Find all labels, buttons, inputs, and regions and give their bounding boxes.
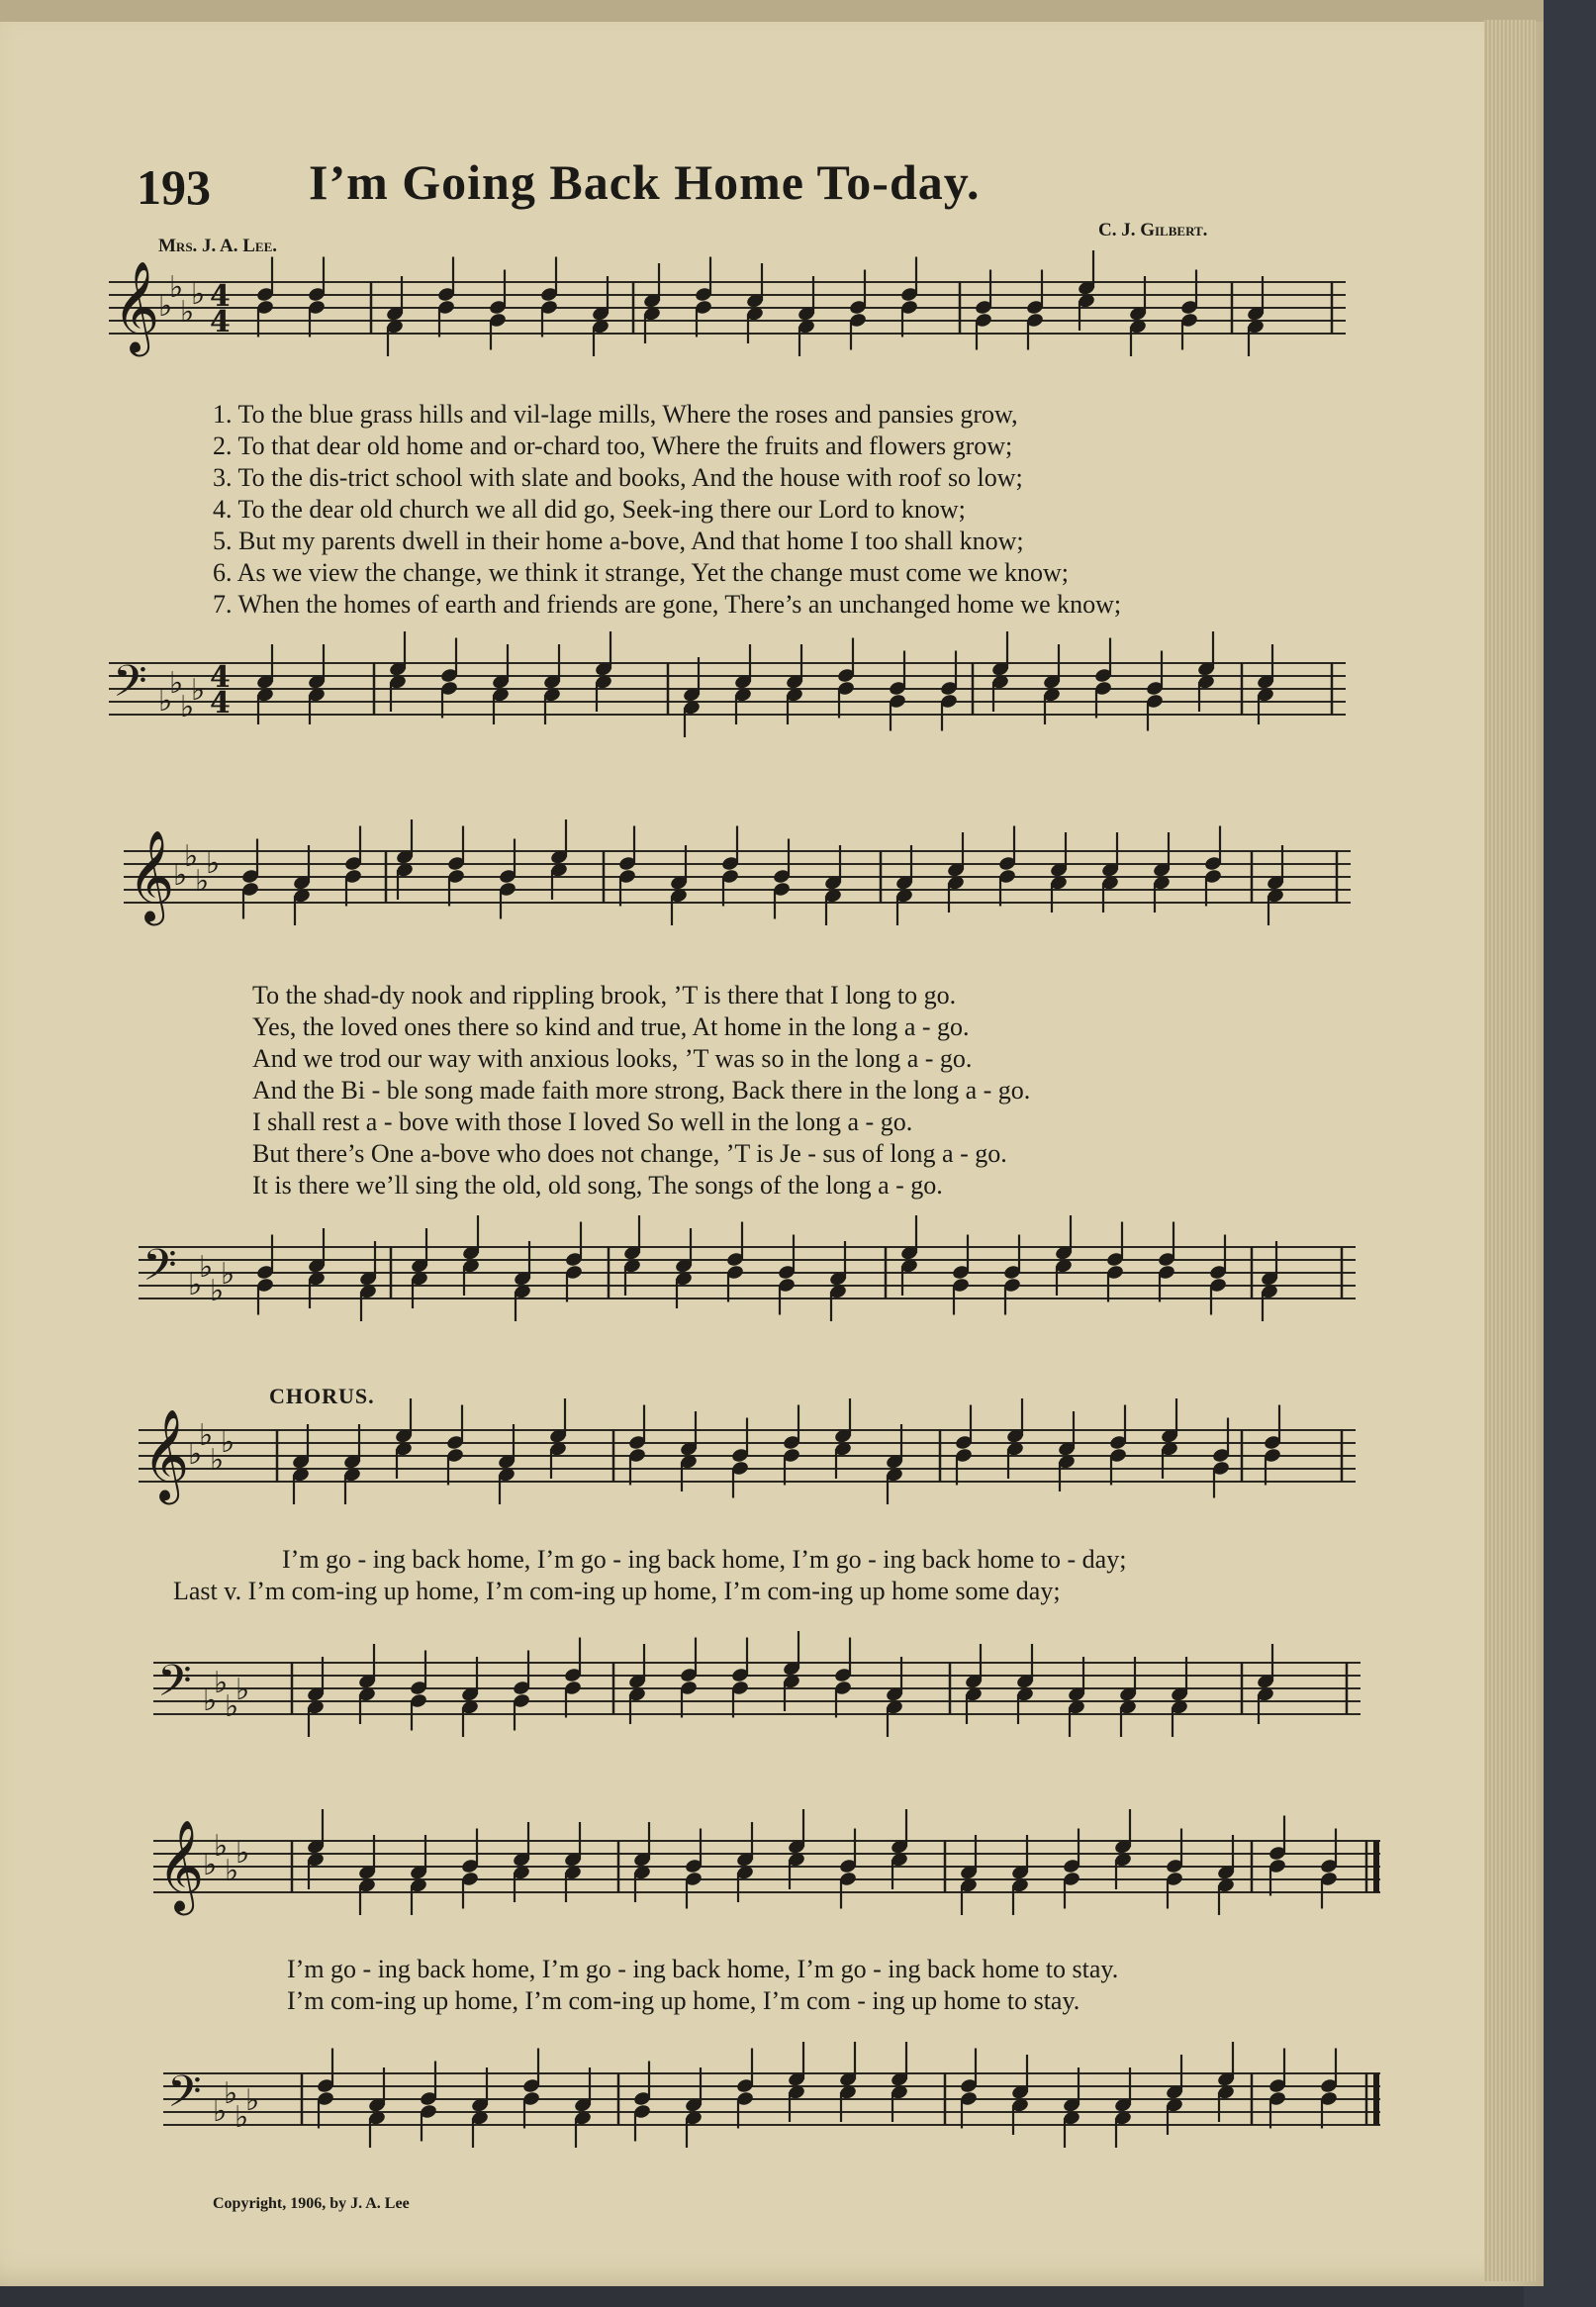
verse-6-line-2: But there’s One a-bove who does not change, ’T is Je - sus of long a - go. — [252, 1139, 1007, 1168]
verse-3-line-1: 3. To the dis-trict school with slate and books, And the house with roof so low; — [213, 463, 1023, 492]
bass-clef-icon: 𝄢 — [142, 1239, 177, 1301]
time-signature-top: 4 — [210, 660, 231, 695]
verse-1-line-1: 1. To the blue grass hills and vil-lage mills, Where the roses and pansies grow, — [213, 400, 1018, 429]
system-3-bass-staff — [153, 1643, 1370, 1781]
bass-clef-icon: 𝄢 — [167, 2066, 202, 2128]
flat-icon: ♭ — [169, 666, 184, 701]
verse-6-line-1: 6. As we view the change, we think it strange, Yet the change must come we know; — [213, 558, 1070, 587]
system-1-bass-staff — [109, 643, 1356, 782]
flat-icon: ♭ — [221, 1257, 235, 1292]
verse-7-line-2: It is there we’ll sing the old, old song, The songs of the long a - go. — [252, 1171, 943, 1200]
treble-clef-icon: 𝄞 — [142, 1408, 190, 1500]
flat-icon: ♭ — [199, 1250, 214, 1285]
flat-icon: ♭ — [173, 858, 188, 893]
treble-clef-icon: 𝄞 — [157, 1819, 205, 1911]
chorus-line-1-verse: I’m go - ing back home, I’m go - ing back home, I’m go - ing back home to - day; — [282, 1545, 1127, 1574]
flat-icon: ♭ — [214, 1829, 229, 1864]
flat-icon: ♭ — [180, 690, 195, 724]
flat-icon: ♭ — [180, 295, 195, 330]
time-signature-bottom: 4 — [210, 305, 231, 339]
flat-icon: ♭ — [245, 2083, 260, 2118]
hymn-title: I’m Going Back Home To-day. — [309, 154, 981, 210]
flat-icon: ♭ — [235, 2100, 249, 2135]
treble-clef-icon: 𝄞 — [128, 829, 175, 921]
page-top-edge — [0, 0, 1544, 22]
system-2-treble-staff — [124, 831, 1361, 950]
flat-icon: ♭ — [235, 1836, 250, 1871]
flat-icon: ♭ — [188, 1437, 203, 1472]
flat-icon: ♭ — [203, 1683, 218, 1718]
flat-icon: ♭ — [184, 839, 199, 874]
flat-icon: ♭ — [225, 1854, 239, 1888]
flat-icon: ♭ — [235, 1673, 250, 1707]
time-signature-top: 4 — [210, 279, 231, 314]
flat-icon: ♭ — [195, 864, 210, 899]
flat-icon: ♭ — [203, 1848, 218, 1882]
chorus-lyrics-line-1 — [173, 1544, 1126, 1607]
flat-icon: ♭ — [225, 1689, 239, 1724]
composer-credit: C. J. Gilbert. — [1098, 220, 1208, 240]
verse-2-line-1: 2. To that dear old home and or-chard too, Where the fruits and flowers grow; — [213, 432, 1013, 460]
chorus-line-2-verse: I’m go - ing back home, I’m go - ing back home, I’m go - ing back home to stay. — [287, 1955, 1119, 1983]
flat-icon: ♭ — [169, 270, 184, 305]
system-2-bass-staff — [139, 1227, 1365, 1366]
bass-clef-icon: 𝄢 — [157, 1655, 192, 1717]
time-signature-bottom: 4 — [210, 686, 231, 721]
verse-lyrics-line-2 — [252, 980, 1030, 1202]
treble-clef-icon: 𝄞 — [113, 260, 160, 352]
system-4-bass-staff — [163, 2054, 1390, 2192]
system-4-treble-staff — [153, 1821, 1390, 1940]
flat-icon: ♭ — [191, 277, 206, 312]
hymn-number: 193 — [137, 159, 211, 215]
verse-5-line-1: 5. But my parents dwell in their home a-bove, And that home I too shall know; — [213, 527, 1024, 555]
flat-icon: ♭ — [213, 2094, 228, 2129]
verse-2-line-2: Yes, the loved ones there so kind and true, At home in the long a - go. — [252, 1012, 970, 1041]
flat-icon: ♭ — [224, 2076, 238, 2111]
flat-icon: ♭ — [206, 846, 221, 881]
system-3-treble-staff — [139, 1410, 1365, 1529]
verse-1-line-2: To the shad-dy nook and rippling brook, ’T is there that I long to go. — [252, 981, 957, 1009]
flat-icon: ♭ — [199, 1418, 214, 1453]
bass-clef-icon: 𝄢 — [113, 655, 147, 718]
verse-lyrics-line-1 — [213, 399, 1121, 621]
flat-icon: ♭ — [214, 1666, 229, 1700]
verse-3-line-2: And we trod our way with anxious looks, ’T was so in the long a - go. — [252, 1044, 973, 1073]
chorus-label: CHORUS. — [269, 1384, 375, 1408]
flat-icon: ♭ — [158, 684, 173, 719]
chorus-line-2-last-verse: I’m com-ing up home, I’m com-ing up home, I’m com - ing up home to stay. — [287, 1986, 1080, 2015]
verse-7-line-1: 7. When the homes of earth and friends are gone, There’s an unchanged home we know; — [213, 590, 1122, 619]
flat-icon: ♭ — [191, 673, 206, 708]
verse-5-line-2: I shall rest a - bove with those I loved So well in the long a - go. — [252, 1107, 913, 1136]
flat-icon: ♭ — [188, 1268, 203, 1302]
flat-icon: ♭ — [210, 1443, 225, 1478]
chorus-lyrics-line-2 — [287, 1954, 1118, 2017]
page-stack-edge — [1484, 20, 1536, 2281]
flat-icon: ♭ — [158, 289, 173, 324]
system-1-treble-staff — [109, 262, 1356, 381]
chorus-line-1-last-verse: Last v. I’m com-ing up home, I’m com-ing up home, I’m com-ing up home some day; — [173, 1577, 1061, 1605]
author-credit: Mrs. J. A. Lee. — [158, 236, 277, 256]
flat-icon: ♭ — [221, 1425, 235, 1460]
verse-4-line-1: 4. To the dear old church we all did go, Seek-ing there our Lord to know; — [213, 495, 966, 524]
verse-4-line-2: And the Bi - ble song made faith more strong, Back there in the long a - go. — [252, 1076, 1031, 1105]
copyright-notice: Copyright, 1906, by J. A. Lee — [213, 2195, 410, 2212]
flat-icon: ♭ — [210, 1274, 225, 1308]
